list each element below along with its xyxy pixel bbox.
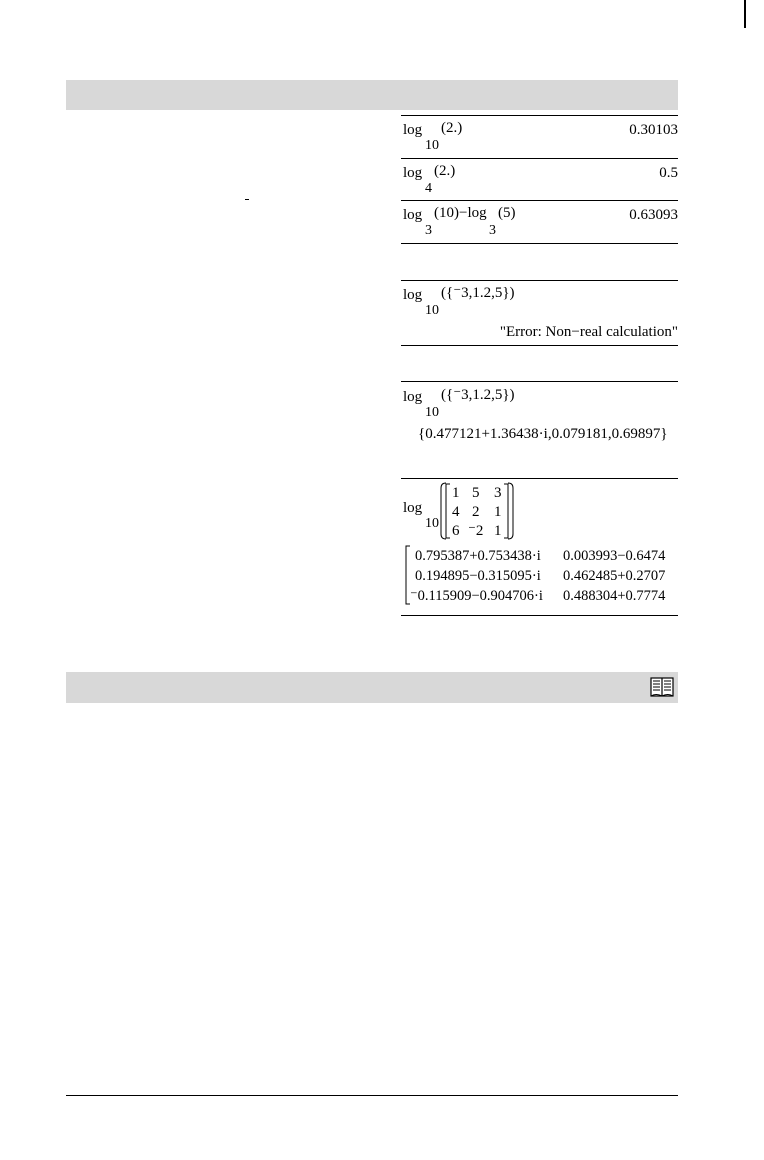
function-name: log [403, 287, 423, 303]
result-cell: 0.462485+0.2707 [563, 568, 666, 584]
matrix-result [404, 545, 678, 605]
matrix-cell: 1 [494, 523, 502, 539]
result-cell: 0.194895−0.315095·i [415, 568, 541, 584]
log-base: 10 [425, 516, 439, 531]
argument: (2.) [441, 120, 463, 136]
function-name: log [403, 122, 423, 138]
argument: (10)−log [434, 205, 487, 221]
example-divider [401, 345, 678, 346]
example-divider [401, 280, 678, 281]
matrix-cell: 3 [494, 485, 502, 501]
result-value: 0.63093 [629, 207, 678, 223]
argument: (2.) [434, 163, 456, 179]
footer-rule [66, 1095, 678, 1096]
log-base-second: 3 [489, 223, 496, 238]
book-icon [650, 676, 674, 698]
crop-mark [744, 0, 746, 28]
example-divider [401, 115, 678, 116]
log-base: 10 [425, 138, 439, 153]
matrix-cell: 2 [472, 504, 480, 520]
function-name: log [403, 500, 423, 516]
result-cell: 0.795387+0.753438·i [415, 548, 541, 564]
example-divider [401, 243, 678, 244]
argument: ({⁻3,1.2,5}) [441, 285, 515, 301]
example-divider [401, 478, 678, 479]
error-result: "Error: Non−real calculation" [499, 324, 678, 340]
log-base: 4 [425, 181, 432, 196]
section-header-bar [66, 672, 678, 703]
example-divider [401, 200, 678, 201]
matrix-cell: 1 [452, 485, 460, 501]
result-value: 0.5 [659, 165, 678, 181]
matrix-cell: 5 [472, 485, 480, 501]
result-cell: 0.003993−0.6474 [563, 548, 666, 564]
matrix-cell: 6 [452, 523, 460, 539]
function-name: log [403, 389, 423, 405]
section-header-bar [66, 80, 678, 110]
argument: ({⁻3,1.2,5}) [441, 387, 515, 403]
matrix-cell: 1 [494, 504, 502, 520]
complex-result: {0.477121+1.36438·i,0.079181,0.69897} [418, 426, 668, 442]
result-value: 0.30103 [629, 122, 678, 138]
matrix-cell: 4 [452, 504, 460, 520]
function-name: log [403, 165, 423, 181]
log-base: 10 [425, 405, 439, 420]
log-base: 3 [425, 223, 432, 238]
example-divider [401, 381, 678, 382]
example-divider [401, 158, 678, 159]
matrix-cell: ⁻2 [468, 523, 484, 539]
result-cell: 0.488304+0.7774 [563, 588, 666, 604]
log-base: 10 [425, 303, 439, 318]
stray-mark [245, 199, 249, 200]
example-divider [401, 615, 678, 616]
argument-second: (5) [498, 205, 516, 221]
function-name: log [403, 207, 423, 223]
result-cell: ⁻0.115909−0.904706·i [410, 588, 543, 604]
